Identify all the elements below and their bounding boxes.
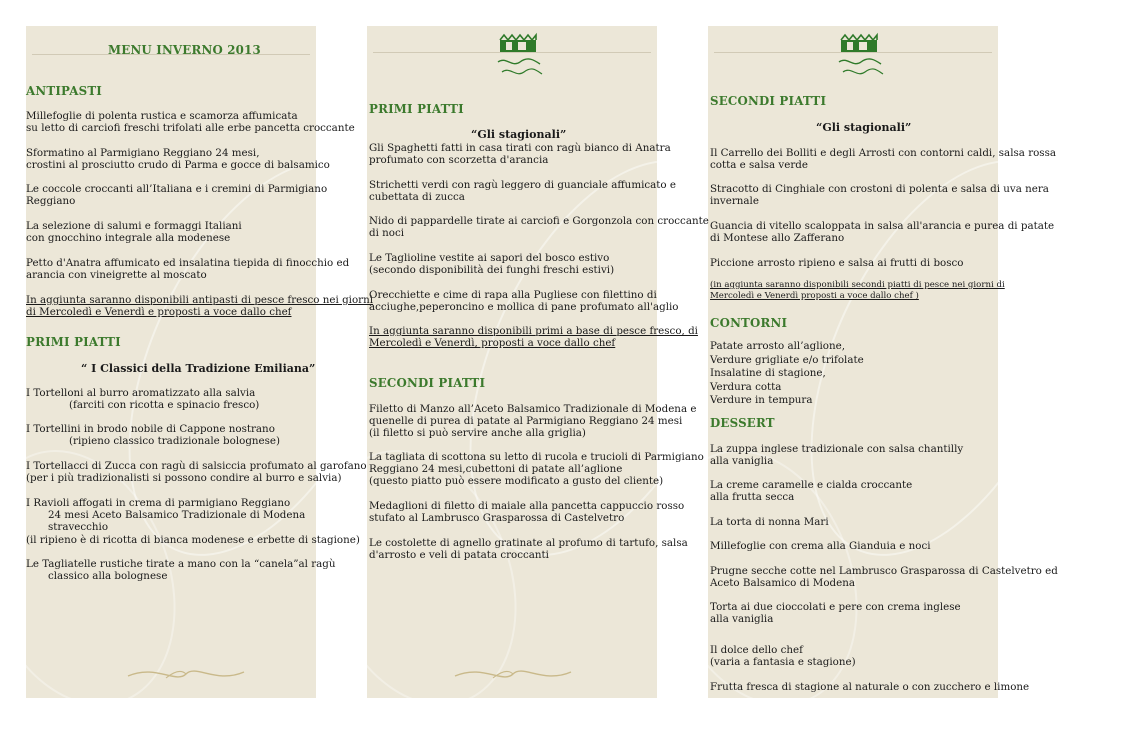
menu-item: Torta ai due cioccolati e pere con crema inglese alla vaniglia	[710, 601, 961, 626]
menu-item: Frutta fresca di stagione al naturale o con zucchero e limone	[710, 681, 1030, 693]
menu-item: Petto d'Anatra affumicato ed insalatina tiepida di finocchio ed arancia con vineigrette al moscato	[26, 257, 350, 282]
menu-item: Le coccole croccanti all’Italiana e i cremini di Parmigiano Reggiano	[26, 183, 328, 208]
menu-item: La zuppa inglese tradizionale con salsa chantilly alla vaniglia	[710, 443, 964, 468]
menu-item: Nido di pappardelle tirate ai carciofi e Gorgonzola con croccante di noci	[369, 215, 709, 240]
availability-note: (in aggiunta saranno disponibili secondi piatti di pesce nei giorni di Mercoledì e Venerdì proposti a voce dallo chef )	[710, 280, 1005, 301]
menu-item: Millefoglie con crema alla Gianduia e noci	[710, 540, 931, 552]
section-heading-secondi: SECONDI PIATTI	[710, 94, 827, 108]
section-heading-antipasti: ANTIPASTI	[26, 84, 103, 98]
menu-panel-left	[26, 26, 374, 698]
menu-item: La torta di nonna Mari	[710, 516, 829, 528]
availability-note: In aggiunta saranno disponibili primi a base di pesce fresco, di Mercoledì e Venerdì, proposti a voce dallo chef	[369, 325, 698, 350]
menu-item: Filetto di Manzo all’Aceto Balsamico Tradizionale di Modena e quenelle di purea di patate al Parmigiano Reggiano 24 mesi (il filetto si può servire anche alla griglia)	[369, 403, 697, 440]
section-heading-primi: PRIMI PIATTI	[26, 335, 121, 349]
menu-item: Le costolette di agnello gratinate al profumo di tartufo, salsa d'arrosto e veli di patata croccanti	[369, 537, 688, 562]
menu-item: La selezione di salumi e formaggi Italiani con gnocchino integrale alla modenese	[26, 220, 242, 245]
restaurant-logo-icon	[492, 34, 546, 82]
menu-item: Sformatino al Parmigiano Reggiano 24 mesi, crostini al prosciutto crudo di Parma e gocce di balsamico	[26, 147, 330, 172]
menu-item: Prugne secche cotte nel Lambrusco Grasparossa di Castelvetro ed Aceto Balsamico di Modena	[710, 565, 1058, 590]
menu-item: Orecchiette e cime di rapa alla Pugliese con filettino di acciughe,peperoncino e mollica di pane profumato all'aglio	[369, 289, 679, 314]
menu-item: Stracotto di Cinghiale con crostoni di polenta e salsa di uva nera invernale	[710, 183, 1049, 208]
flourish-ornament-icon	[126, 660, 246, 686]
contorni-list: Patate arrosto all’aglione, Verdure grigliate e/o trifolate Insalatine di stagione, Verdura cotta Verdure in tempura	[710, 340, 864, 406]
menu-item: Il Carrello dei Bolliti e degli Arrosti con contorni caldi, salsa rossa cotta e salsa verde	[710, 147, 1057, 172]
section-heading-secondi: SECONDI PIATTI	[369, 376, 486, 390]
menu-panel-right	[708, 26, 1058, 698]
menu-item: Medaglioni di filetto di maiale alla pancetta cappuccio rosso stufato al Lambrusco Grasparossa di Castelvetro	[369, 500, 685, 525]
menu-item: I Ravioli affogati in crema di parmigiano Reggiano 24 mesi Aceto Balsamico Tradizionale di Modena stravecchio (il ripieno è di ricotta di bianca modenese e erbette di stagione)	[26, 497, 360, 546]
menu-item: Gli Spaghetti fatti in casa tirati con ragù bianco di Anatra profumato con scorzetta d'arancia	[369, 142, 671, 167]
section-heading-primi: PRIMI PIATTI	[369, 102, 464, 116]
divider	[373, 52, 651, 53]
menu-item: Piccione arrosto ripieno e salsa ai frutti di bosco	[710, 257, 964, 269]
menu-title: MENU INVERNO 2013	[108, 43, 261, 57]
menu-item: I Tortellacci di Zucca con ragù di salsiccia profumato al garofano (per i più tradizionalisti si possono condire al burro e salvia)	[26, 460, 367, 485]
flourish-ornament-icon	[453, 660, 573, 686]
menu-item: I Tortelloni al burro aromatizzato alla salvia (farciti con ricotta e spinacio fresco)	[26, 387, 260, 412]
menu-item: La creme caramelle e cialda croccante alla frutta secca	[710, 479, 913, 504]
section-subheading: “ I Classici della Tradizione Emiliana”	[81, 362, 316, 375]
menu-item: Le Tagliatelle rustiche tirate a mano con la “canela”al ragù classico alla bolognese	[26, 558, 336, 583]
section-heading-dessert: DESSERT	[710, 416, 775, 430]
section-subheading: “Gli stagionali”	[471, 128, 567, 141]
section-heading-contorni: CONTORNI	[710, 316, 788, 330]
divider	[714, 52, 992, 53]
menu-item: I Tortellini in brodo nobile di Cappone nostrano (ripieno classico tradizionale bolognese)	[26, 423, 281, 448]
menu-item: Millefoglie di polenta rustica e scamorza affumicata su letto di carciofi freschi trifolati alle erbe pancetta croccante	[26, 110, 355, 135]
menu-panel-center	[367, 26, 709, 698]
menu-item: Il dolce dello chef (varia a fantasia e stagione)	[710, 644, 856, 669]
menu-item: Strichetti verdi con ragù leggero di guanciale affumicato e cubettata di zucca	[369, 179, 676, 204]
menu-item: Le Taglioline vestite ai sapori del bosco estivo (secondo disponibilità dei funghi freschi estivi)	[369, 252, 615, 277]
menu-item: Guancia di vitello scaloppata in salsa all'arancia e purea di patate di Montese allo Zafferano	[710, 220, 1055, 245]
availability-note: In aggiunta saranno disponibili antipasti di pesce fresco nei giorni di Mercoledì e Venerdì e proposti a voce dallo chef	[26, 294, 374, 319]
restaurant-logo-icon	[833, 34, 887, 82]
section-subheading: “Gli stagionali”	[816, 121, 912, 134]
menu-item: La tagliata di scottona su letto di rucola e trucioli di Parmigiano Reggiano 24 mesi,cubettoni di patate all’aglione (questo piatto può essere modificato a gusto del cliente)	[369, 451, 704, 488]
